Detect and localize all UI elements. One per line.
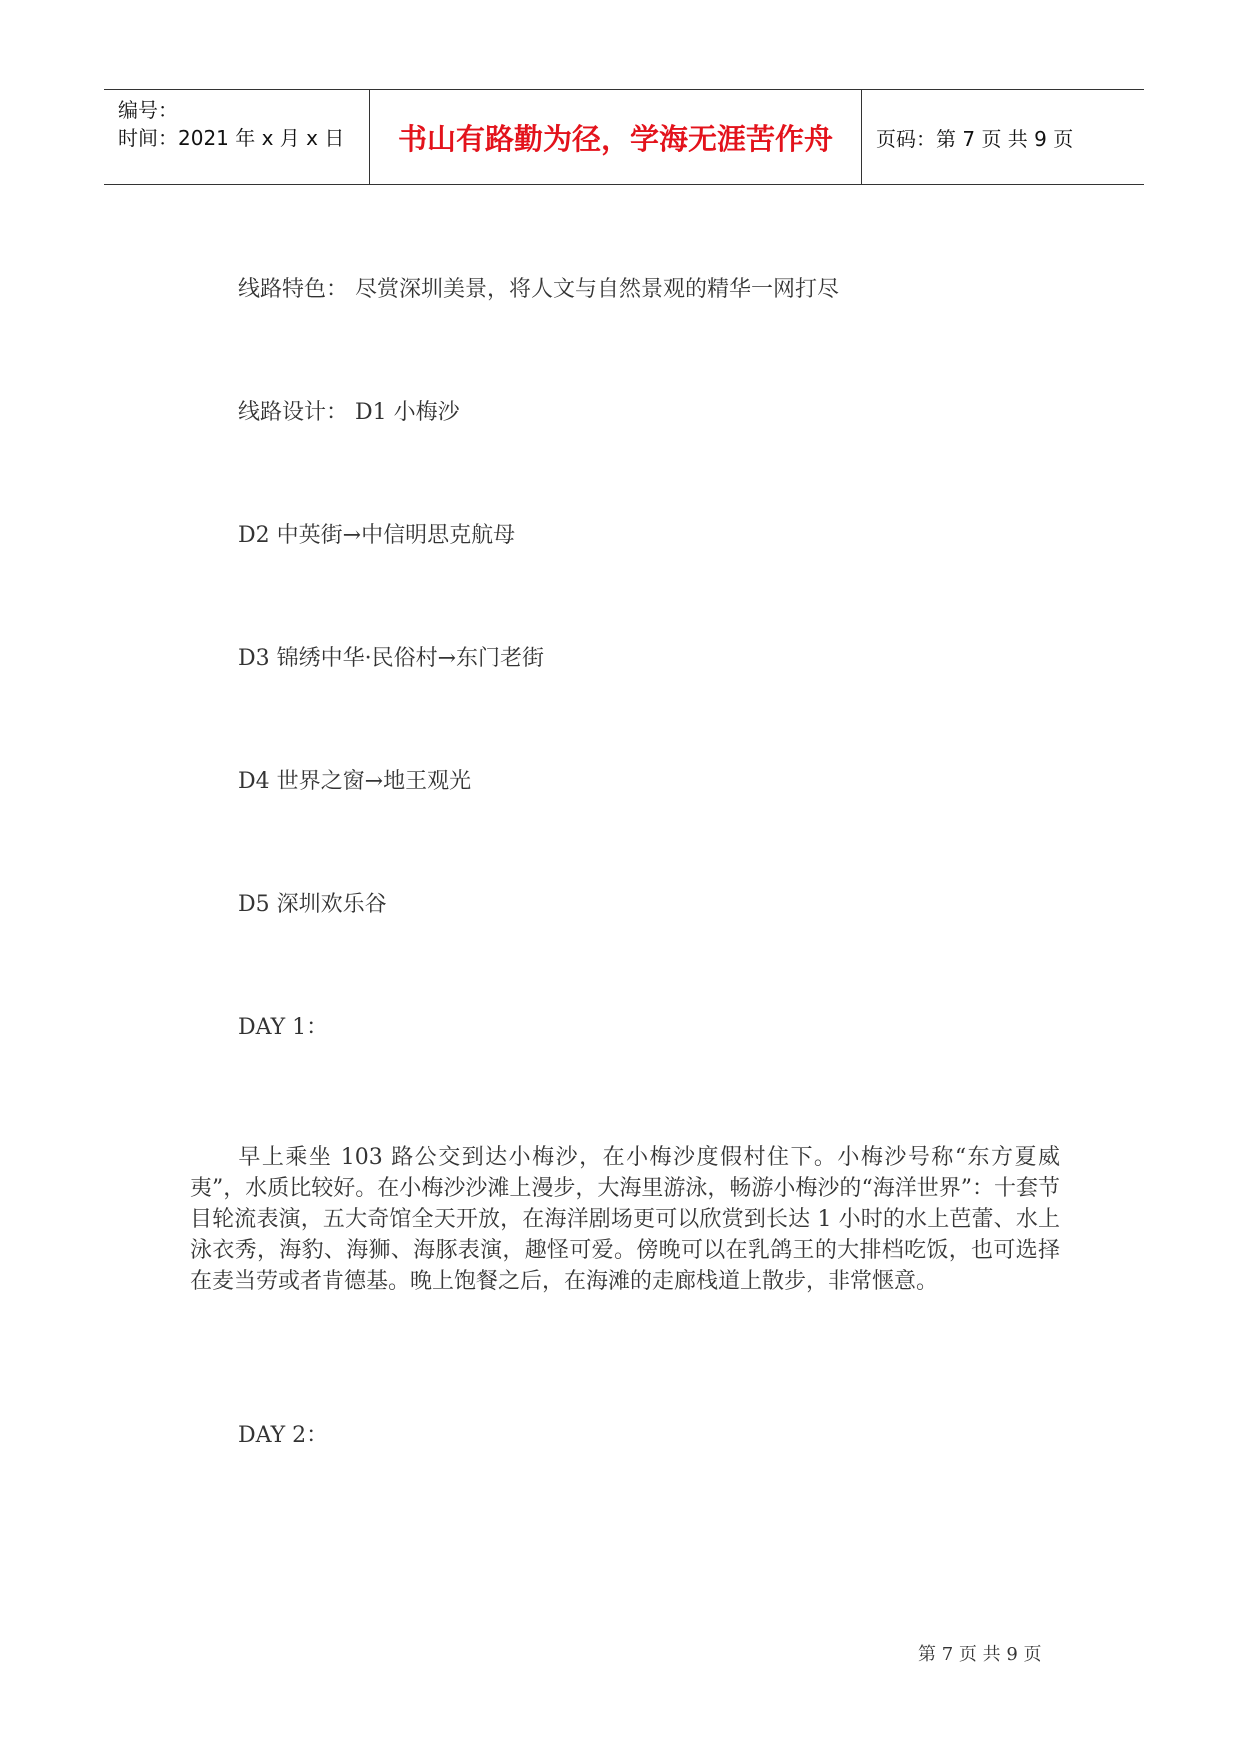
- header-motto: 书山有路勤为径，学海无涯苦作舟: [370, 90, 862, 184]
- day2-heading: DAY 2：: [238, 1423, 329, 1448]
- header-info: [104, 90, 370, 184]
- route-features: 线路特色： 尽赏深圳美景，将人文与自然景观的精华一网打尽: [238, 277, 839, 302]
- footer-page-number: 第 7 页 共 9 页: [918, 1644, 1042, 1665]
- day1-heading: DAY 1：: [238, 1015, 329, 1040]
- header-page-number: 页码：第 7 页 共 9 页: [876, 126, 1074, 151]
- document-date: 时间：2021 年 x 月 x 日: [118, 126, 345, 150]
- day1-paragraph: 早上乘坐 103 路公交到达小梅沙，在小梅沙度假村住下。小梅沙号称“东方夏威夷”，水质比较好。在小梅沙沙滩上漫步，大海里游泳，畅游小梅沙的“海洋世界”：十套节目轮流表演，五大奇馆全天开放，在海洋剧场更可以欣赏到长达 1 小时的水上芭蕾、水上泳衣秀，海豹、海狮、海豚表演，趣怪可爱。傍晚可以在乳鸽王的大排档吃饭，也可选择在麦当劳或者肯德基。晚上饱餐之后，在海滩的走廊栈道上散步，非常惬意。: [190, 1145, 1060, 1294]
- route-d3: D3 锦绣中华·民俗村→东门老街: [238, 646, 545, 671]
- document-number: 编号：: [118, 98, 178, 122]
- page-header: [104, 89, 1144, 185]
- route-d2: D2 中英街→中信明思克航母: [238, 523, 516, 548]
- route-design-d1: 线路设计： D1 小梅沙: [238, 400, 460, 425]
- route-d5: D5 深圳欢乐谷: [238, 892, 387, 917]
- route-d4: D4 世界之窗→地王观光: [238, 769, 472, 794]
